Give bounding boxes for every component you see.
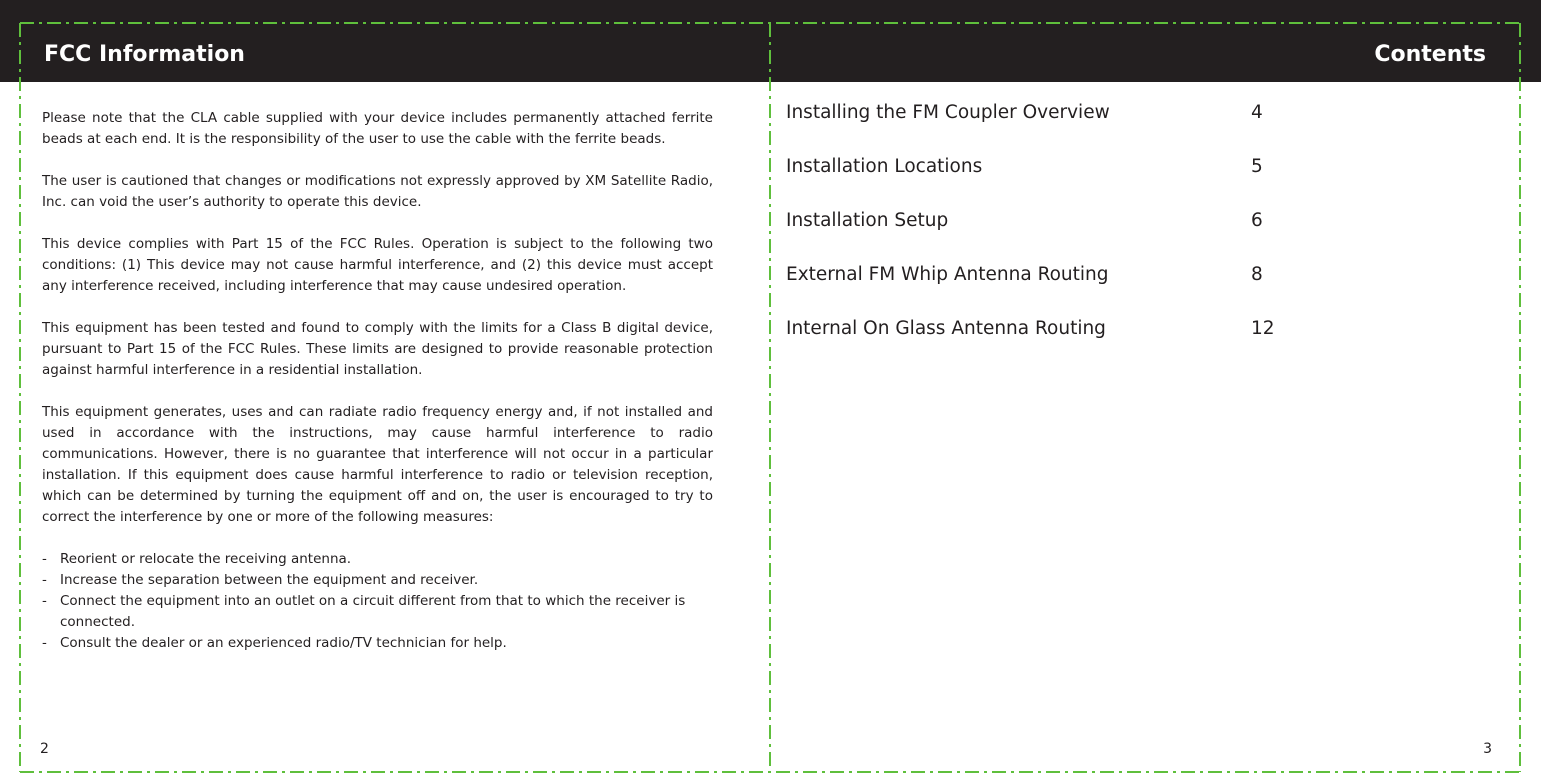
list-dash-marker: -	[42, 593, 47, 609]
list-dash-marker: -	[42, 635, 47, 651]
fcc-information-body	[42, 108, 713, 654]
toc-entry-page-number: 5	[1251, 156, 1263, 177]
contents-heading: Contents	[1374, 42, 1486, 67]
measure-text: Consult the dealer or an experienced radio/TV technician for help.	[60, 635, 507, 651]
list-dash-marker: -	[42, 551, 47, 567]
toc-entry[interactable]	[786, 98, 1306, 152]
measure-text: Increase the separation between the equipment and receiver.	[60, 572, 479, 588]
toc-entry-page-number: 12	[1251, 318, 1275, 339]
fcc-paragraph: This equipment has been tested and found to comply with the limits for a Class B digital device, pursuant to Part 15 of the FCC Rules. These limits are designed to provide reasonable protection against harmful interference in a residential installation.	[42, 320, 713, 378]
toc-entry[interactable]	[786, 314, 1306, 368]
toc-entry-page-number: 6	[1251, 210, 1263, 231]
toc-entry-title: Installing the FM Coupler Overview	[786, 102, 1110, 123]
right-page-number: 3	[1483, 741, 1492, 757]
toc-entry-title: Internal On Glass Antenna Routing	[786, 318, 1106, 339]
measure-item	[42, 591, 713, 633]
toc-entry-title: Installation Locations	[786, 156, 983, 177]
toc-entry[interactable]	[786, 260, 1306, 314]
measure-item	[42, 570, 713, 591]
measure-item	[42, 549, 713, 570]
table-of-contents	[786, 98, 1306, 368]
toc-entry[interactable]	[786, 206, 1306, 260]
fcc-paragraph: This equipment generates, uses and can radiate radio frequency energy and, if not installed and used in accordance with the instructions, may cause harmful interference to radio communications. However, there is no guarantee that interference will not occur in a particular installation. If this equipment does cause harmful interference to radio or television reception, which can be determined by turning the equipment off and on, the user is encouraged to try to correct the interference by one or more of the following measures:	[42, 404, 713, 525]
measure-text: Connect the equipment into an outlet on a circuit different from that to which the receiver is connected.	[60, 593, 686, 630]
fcc-paragraph: This device complies with Part 15 of the FCC Rules. Operation is subject to the following two conditions: (1) This device may not cause harmful interference, and (2) this device must accept any interference received, including interference that may cause undesired operation.	[42, 236, 713, 294]
toc-entry-page-number: 8	[1251, 264, 1263, 285]
list-dash-marker: -	[42, 572, 47, 588]
left-page-number: 2	[40, 741, 49, 757]
toc-entry[interactable]	[786, 152, 1306, 206]
toc-entry-page-number: 4	[1251, 102, 1263, 123]
toc-entry-title: External FM Whip Antenna Routing	[786, 264, 1109, 285]
fcc-paragraph: The user is cautioned that changes or modifications not expressly approved by XM Satellite Radio, Inc. can void the user’s authority to operate this device.	[42, 173, 713, 210]
toc-entry-title: Installation Setup	[786, 210, 949, 231]
fcc-paragraph: Please note that the CLA cable supplied with your device includes permanently attached ferrite beads at each end. It is the responsibility of the user to use the cable with the ferrite beads.	[42, 110, 713, 147]
fcc-information-heading: FCC Information	[44, 42, 245, 67]
measure-text: Reorient or relocate the receiving antenna.	[60, 551, 352, 567]
interference-measures-list	[42, 549, 713, 654]
measure-item	[42, 633, 713, 654]
